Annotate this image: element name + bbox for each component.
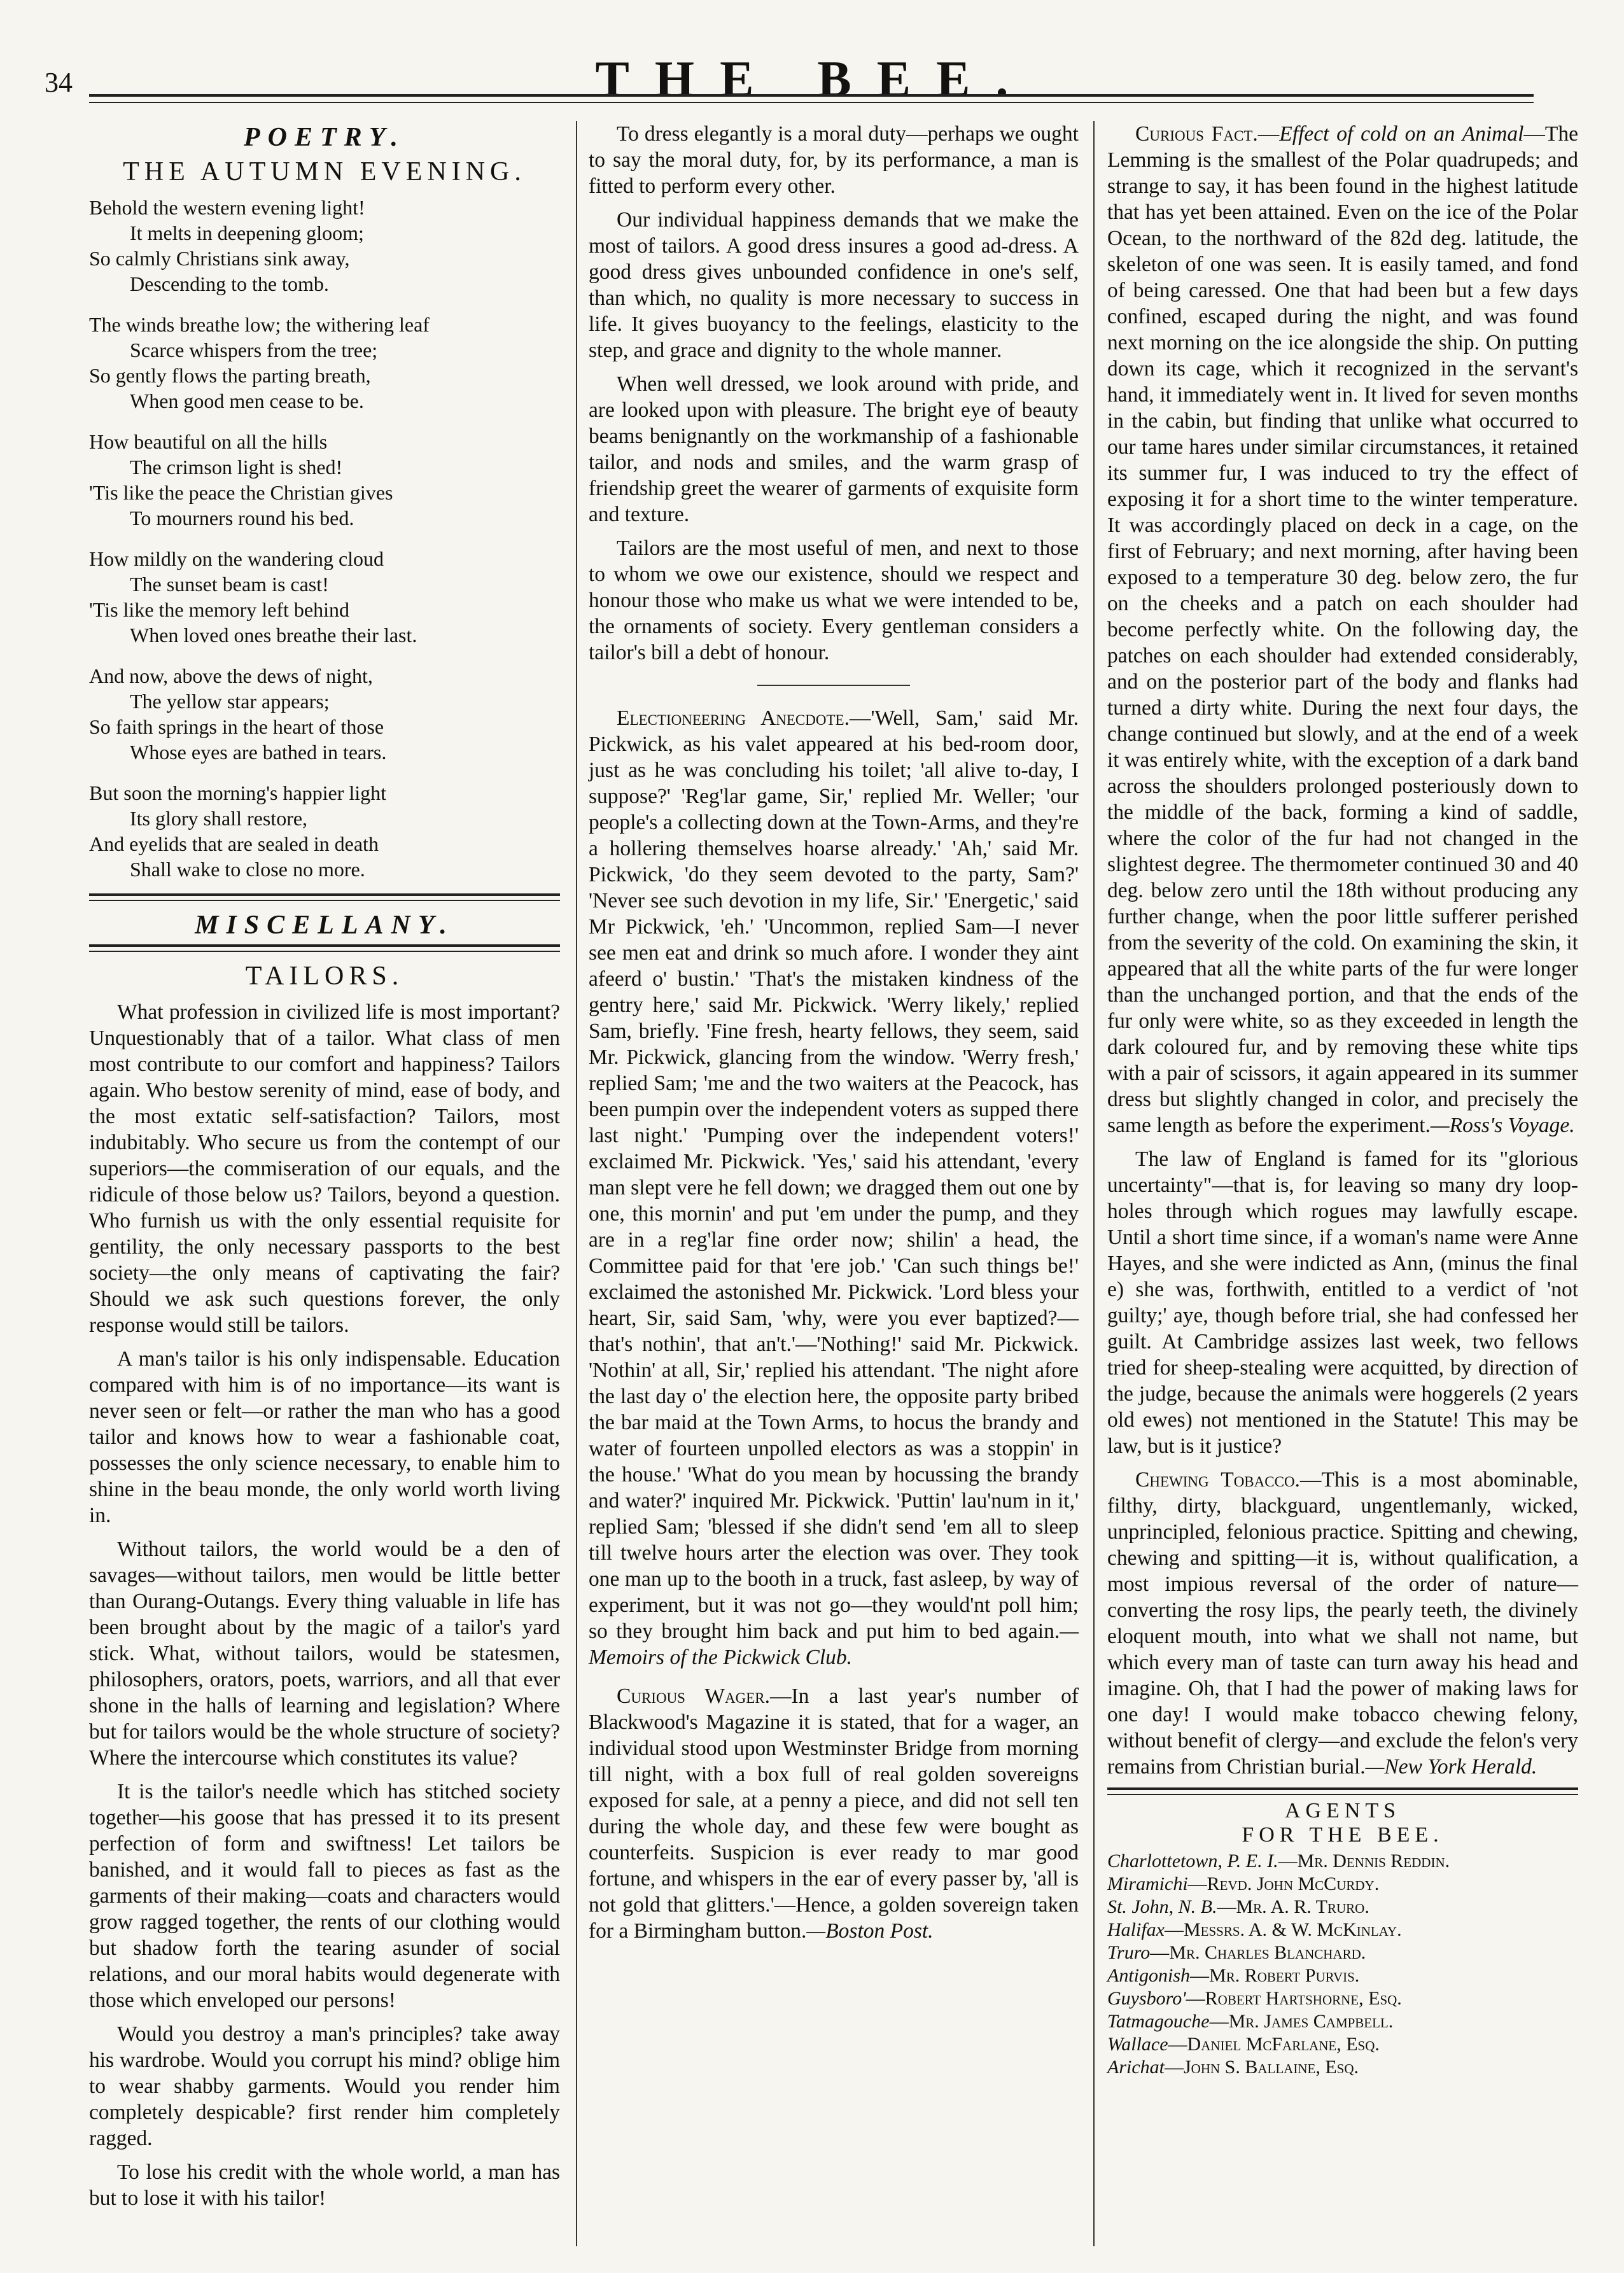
agent-name: —Mr. Charles Blanchard.: [1150, 1942, 1366, 1963]
agent-entry: [1107, 1987, 1578, 2010]
tailors-article-part-1: [89, 999, 560, 2211]
paragraph: Tailors are the most useful of men, and next to those to whom we owe our existence, should we respect and honour those who make us what we were intended to be, the ornaments of society. Every gentleman considers a tailor's bill a debt of honour.: [589, 536, 1079, 664]
poem-title: THE AUTUMN EVENING.: [123, 157, 526, 186]
agents-list: [1107, 1850, 1578, 2079]
masthead-rule: [89, 94, 1534, 103]
column-divider-1: [576, 121, 577, 2246]
paragraph: What profession in civilized life is most important? Unquestionably that of a tailor. What class of men most contribute to our comfort and happiness? Tailors again. Who bestow serenity of mind, ease of body, and the most extatic self-satisfaction? Tailors, most indubitably. Who secure us from the contempt of our superiors—the commiseration of our equals, and the ridicule of those below us? Tailors, beyond a question. Who furnish us with the only essential requisite for gentility, the only necessary passports to the best society—the only means of captivating the fair? Should we ask such questions forever, the only response would still be tailors.: [89, 1000, 560, 1337]
column-1: [89, 121, 560, 2219]
law-of-england: The law of England is famed for its "glorious uncertainty"—that is, for leaving so many dry loop-holes through which rogues may lawfully escape. Until a short time since, if a woman's name were Anne Hayes, and she were indicted as Ann, (minus the final e) she was, forthwith, entitled to a verdict of 'not guilty;' aye, though before trial, she had confessed her guilt. At Cambridge assizes last week, two fellows tried for sheep-stealing were acquitted, by direction of the judge, because the animals were hoggerels (2 years old ewes) not mentioned in the Statute! This may be law, but is it justice?: [1107, 1147, 1578, 1458]
poem-line: When good men cease to be.: [130, 389, 364, 412]
poem-line: So calmly Christians sink away,: [89, 247, 350, 270]
poem-line: 'Tis like the peace the Christian gives: [89, 481, 393, 504]
poetry-section-title: POETRY.: [244, 123, 405, 152]
poem-line: So gently flows the parting breath,: [89, 364, 371, 387]
poem-line: Shall wake to close no more.: [130, 858, 365, 881]
poem-line: And now, above the dews of night,: [89, 664, 373, 687]
page-number: 34: [45, 67, 73, 98]
section-rule: [89, 893, 560, 901]
agent-entry: [1107, 1941, 1578, 1964]
poem-line: The crimson light is shed!: [130, 456, 343, 479]
agent-place: Wallace: [1107, 2034, 1168, 2055]
curious-wager: Curious Wager.—In a last year's number of Blackwood's Magazine it is stated, that for a wager, an individual stood upon Westminster Bridge from morning till night, with a box full of real golden sovereigns exposed for sale, at a penny a piece, and did not sell ten during the whole day, and these few were bought as counterfeits. Suspicion is ever ready to mar good fortune, and whispers in the ear of every passer by, 'all is not gold that glitters.'—Hence, a golden sovereign taken for a Birmingham button.—Boston Post.: [589, 1684, 1079, 1943]
column-2: [589, 121, 1079, 1952]
agent-entry: [1107, 2010, 1578, 2033]
agents-subtitle: FOR THE BEE.: [1242, 1823, 1444, 1847]
poem-line: The sunset beam is cast!: [130, 573, 329, 596]
poem-line: How mildly on the wandering cloud: [89, 547, 384, 570]
tailors-article-part-2: [589, 121, 1079, 666]
column-3: [1107, 121, 1578, 2079]
article-title: TAILORS.: [245, 962, 404, 991]
agent-entry: [1107, 1964, 1578, 1987]
poem-line: So faith springs in the heart of those: [89, 715, 384, 738]
poem-line: Behold the western evening light!: [89, 196, 365, 219]
poem-line: The yellow star appears;: [130, 690, 330, 713]
paragraph: Without tailors, the world would be a den of savages—without tailors, men would be little better than Ourang-Outangs. Every thing valuable in life has been brought about by the magic of a tailor's yard stick. What, without tailors, would be statesmen, philosophers, orators, poets, warriors, and all that ever shone in the halls of learning and legislation? Where but for tailors would be the whole structure of society? Where the intercourse which constitutes its value?: [89, 1537, 560, 1770]
agent-place: St. John, N. B.: [1107, 1896, 1217, 1917]
poem-line: Whose eyes are bathed in tears.: [130, 741, 387, 764]
poem-line: How beautiful on all the hills: [89, 430, 328, 453]
miscellany-section-title: MISCELLANY.: [195, 911, 454, 940]
paragraph: It is the tailor's needle which has stitched society together—his goose that has pressed it to its present perfection of form and swiftness! Let tailors be banished, and it would fall to pieces as fast as the garments of their making—coats and characters would grow ragged together, the rents of our clothing would but shadow forth the tearing asunder of social relations, and our moral habits would degenerate with those which enveloped our persons!: [89, 1780, 560, 2012]
paragraph: Our individual happiness demands that we make the most of tailors. A good dress insures a good ad-dress. A good dress gives unbounded confidence in one's self, than which, no quality is more necessary to success in life. It gives buoyancy to the feelings, elasticity to the step, and grace and dignity to the whole manner.: [589, 208, 1079, 362]
paragraph: When well dressed, we look around with pride, and are looked upon with pleasure. The bright eye of beauty beams benignantly on the workmanship of a fashionable tailor, and nods and smiles, and the warm grasp of friendship greet the wearer of garments of exquisite form and texture.: [589, 372, 1079, 526]
paragraph: To dress elegantly is a moral duty—perhaps we ought to say the moral duty, for, by its performance, a man is fitted to perform every other.: [589, 122, 1079, 198]
curious-fact: Curious Fact.—Effect of cold on an Animal—The Lemming is the smallest of the Polar quadrupeds; and strange to say, it has been found in the highest latitude that has yet been attained. Even on the ice of the Polar Ocean, to the northward of the 82d deg. latitude, the skeleton of one was seen. It is easily tamed, and fond of being caressed. One that had been but a few days confined, escaped during the night, and was found next morning on the ice alongside the ship. On putting down its cage, which it recognized in the servant's hand, it immediately went in. It lived for seven months in the cabin, but finding that unlike what occurred to our tame hares under similar circumstances, it retained its summer fur, I was induced to try the effect of exposing it for a short time to the winter temperature. It was accordingly placed on deck in a cage, on the first of February; and next morning, after having been exposed to a temperature 30 deg. below zero, the fur on the cheeks and a patch on each shoulder had become perfectly white. On the following day, the patches on each shoulder had extended considerably, and on the posterior part of the body and flanks had turned a dirty white. During the next four days, the change continued but slowly, and at the end of a week it was entirely white, with the exception of a dark band across the shoulders prolonged posteriously down to the middle of the back, forming a kind of saddle, where the color of the fur had not changed in the slightest degree. The thermometer continued 30 and 40 deg. below zero until the 18th without producing any further change, when the poor little sufferer perished from the severity of the cold. On examining the skin, it appeared that all the white parts of the fur were longer than the unchanged portion, and that the ends of the fur only were white, so as they exceeded in length the dark coloured fur, and by removing these white tips with a pair of scissors, it again appeared in its summer dress but slightly changed in color, and precisely the same length as before the experiment.—Ross's Voyage.: [1107, 122, 1578, 1137]
agent-name: —John S. Ballaine, Esq.: [1165, 2057, 1359, 2078]
poem-line: But soon the morning's happier light: [89, 781, 387, 804]
poem-line: And eyelids that are sealed in death: [89, 832, 379, 855]
agent-place: Charlottetown, P. E. I.: [1107, 1850, 1278, 1871]
poem-line: To mourners round his bed.: [130, 507, 354, 529]
poem-line: Scarce whispers from the tree;: [130, 339, 378, 361]
column-divider-2: [1093, 121, 1095, 2246]
poem-line: When loved ones breathe their last.: [130, 624, 417, 647]
agent-name: —Revd. John McCurdy.: [1187, 1873, 1380, 1894]
poem-line: The winds breathe low; the withering leaf: [89, 313, 430, 336]
electioneering-anecdote: Electioneering Anecdote.—'Well, Sam,' said Mr. Pickwick, as his valet appeared at his bed-room door, just as he was concluding his toilet; 'all alive to-day, I suppose?' 'Reg'lar game, Sir,' replied Mr. Weller; 'our people's a collecting down at the Town-Arms, and they're a hollering themselves hoarse already.' 'Ah,' said Mr. Pickwick, 'do they seem devoted to the party, Sam?' 'Never see such devotion in my life, Sir.' 'Energetic,' said Mr Pickwick, 'eh.' 'Uncommon, replied Sam—I never see men eat and drink so much afore. I wonder they aint afeerd o' bustin.' 'That's the mistaken kindness of the gentry here,' said Mr. Pickwick. 'Werry likely,' replied Sam, briefly. 'Fine fresh, hearty fellows, they seem, said Mr. Pickwick, glancing from the window. 'Werry fresh,' replied Sam; 'me and the two waiters at the Peacock, has been pumpin over the independent voters as supped there last night.' 'Pumping over the independent voters!' exclaimed Mr. Pickwick. 'Yes,' said his attendant, 'every man slept vere he fell down; we dragged them out one by one, this mornin' and put 'em under the pump, and they are in a reg'lar fine order now; shilin' a head, the Committee paid for that 'ere job.' 'Can such things be!' exclaimed the astonished Mr. Pickwick. 'Lord bless your heart, Sir, said Sam, 'why, were you ever baptized?—that's nothin', that an't.'—'Nothing!' said Mr. Pickwick. 'Nothin' at all, Sir,' replied his attendant. 'The night afore the last day o' the election here, the opposite party bribed the bar maid at the Town Arms, to hocus the brandy and water of fourteen unpolled electors as was a stoppin' in the house.' 'What do you mean by hocussing the brandy and water?' inquired Mr. Pickwick. 'Puttin' lau'num in it,' replied Sam; 'blessed if she didn't send 'em all to sleep till twelve hours arter the election was over. They took one man up to the booth in a truck, fast asleep, by way of experiment, but it was not go—they would'nt poll him; so they brought him back and put him to bed again.—Memoirs of the Pickwick Club.: [589, 706, 1079, 1669]
paragraph: A man's tailor is his only indispensable. Education compared with him is of no importance—its want is never seen or felt—or rather the man who has a good tailor and knows how to wear a fashionable coat, possesses the only science necessary, to enable him to shine in the beau monde, the only world worth living in.: [89, 1347, 560, 1527]
article-rule: [757, 685, 910, 686]
agent-entry: [1107, 1896, 1578, 1919]
agent-entry: [1107, 1873, 1578, 1896]
agent-name: —Mr. Dennis Reddin.: [1278, 1850, 1450, 1871]
poem-line: 'Tis like the memory left behind: [89, 598, 349, 621]
agent-name: —Mr. A. R. Truro.: [1217, 1896, 1369, 1917]
agent-entry: [1107, 1850, 1578, 1873]
agent-name: —Mr. James Campbell.: [1209, 2011, 1394, 2032]
agent-entry: [1107, 1919, 1578, 1941]
poem-line: Its glory shall restore,: [130, 807, 308, 830]
paragraph: Would you destroy a man's principles? take away his wardrobe. Would you corrupt his mind? oblige him to wear shabby garments. Would you render him completely despicable? first render him completely ragged.: [89, 2022, 560, 2150]
agent-place: Antigonish: [1107, 1965, 1191, 1986]
agent-name: —Mr. Robert Purvis.: [1190, 1965, 1360, 1986]
masthead: [83, 51, 1546, 127]
agent-entry: [1107, 2033, 1578, 2056]
paragraph: To lose his credit with the whole world, a man has but to lose it with his tailor!: [89, 2160, 560, 2210]
agent-place: Miramichi: [1107, 1873, 1188, 1894]
agent-name: —Messrs. A. & W. McKinlay.: [1165, 1919, 1402, 1940]
agents-title: AGENTS: [1284, 1799, 1401, 1822]
agent-place: Arichat: [1107, 2057, 1165, 2078]
agent-name: —Robert Hartshorne, Esq.: [1186, 1988, 1402, 2009]
agent-place: Guysboro': [1107, 1988, 1186, 2009]
masthead-title: THE BEE.: [595, 52, 1034, 108]
agent-name: —Daniel McFarlane, Esq.: [1168, 2034, 1380, 2055]
agent-entry: [1107, 2056, 1578, 2079]
section-rule: [89, 944, 560, 952]
agents-rule: [1107, 1787, 1578, 1795]
agent-place: Truro: [1107, 1942, 1151, 1963]
poem-body: [89, 195, 560, 882]
agent-place: Halifax: [1107, 1919, 1165, 1940]
agent-place: Tatmagouche: [1107, 2011, 1210, 2032]
poem-line: It melts in deepening gloom;: [130, 221, 364, 244]
chewing-tobacco: Chewing Tobacco.—This is a most abominable, filthy, dirty, blackguard, ungentlemanly, wicked, unprincipled, felonious practice. Spitting and chewing, chewing and spitting—it is, without qualification, a most impious reversal of the order of nature—converting the rosy lips, the pearly teeth, the divinely eloquent mouth, into what we shall not name, but which every man of taste can turn away his head and imagine. Oh, that I had the power of making laws for one day! I would make tobacco chewing felony, without benefit of clergy—and exclude the felon's very remains from Christian burial.—New York Herald.: [1107, 1468, 1579, 1779]
poem-line: Descending to the tomb.: [130, 272, 329, 295]
